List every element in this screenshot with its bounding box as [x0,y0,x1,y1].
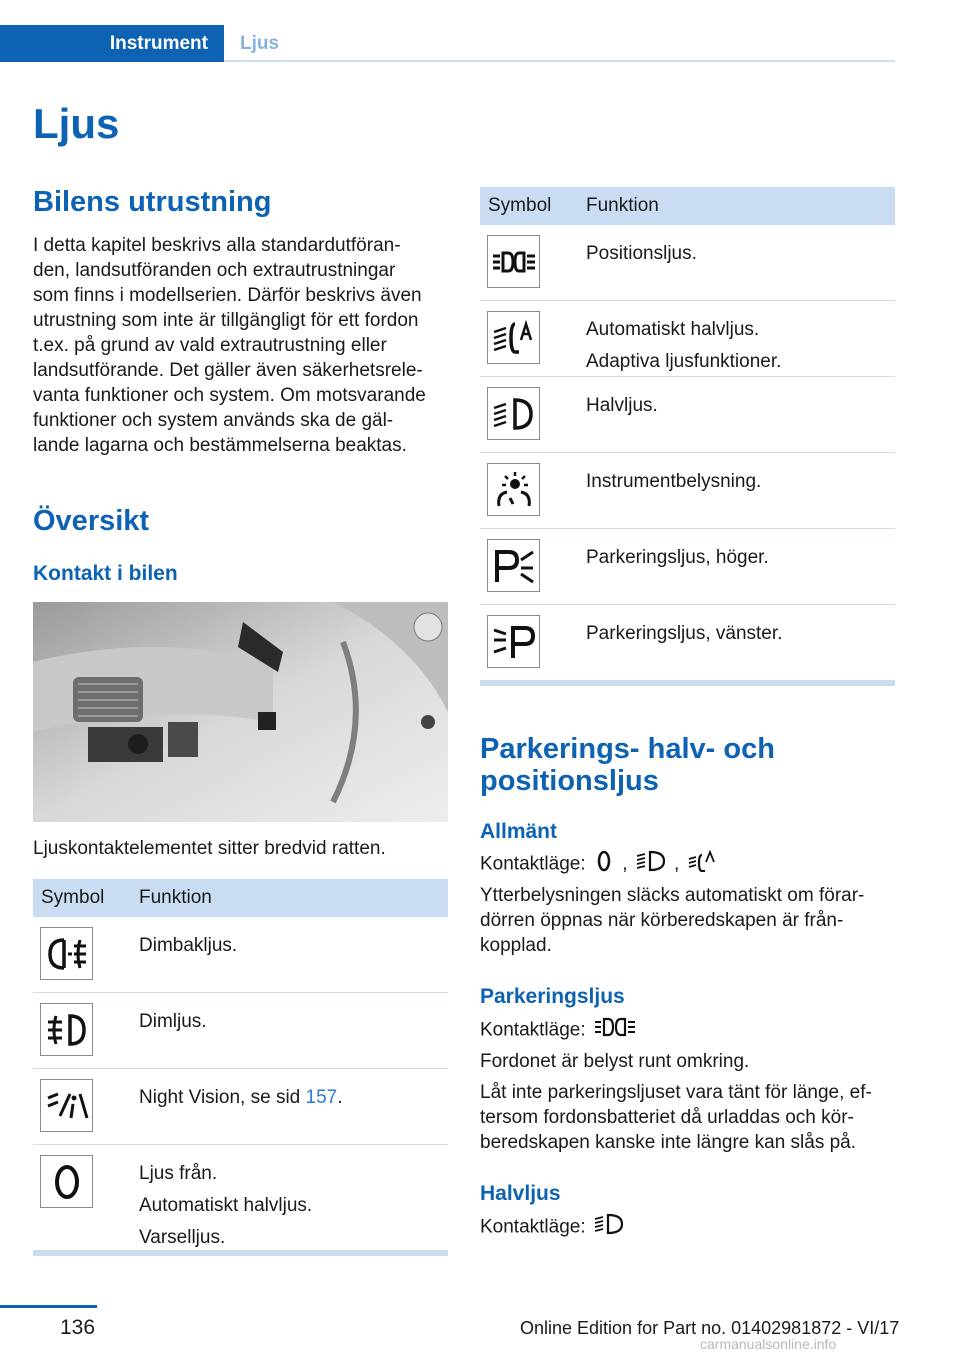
fn-line [139,1082,343,1114]
table-bottom-rule [480,681,895,686]
fn-line: Automatiskt halvljus. [586,319,760,340]
parking-light-icon [487,235,540,288]
photo-caption: Ljuskontaktelementet sitter bredvid ratten. [33,838,386,859]
fn-line: Instrumentbelysning. [586,471,762,492]
fn-line: Halvljus. [586,395,658,416]
lights-off-small-icon [594,850,614,879]
table-header [33,879,448,917]
night-vision-icon [40,1079,93,1132]
fn-line: Varselljus. [139,1227,226,1248]
table-row [480,301,895,377]
parking-light-heading: Parkeringsljus [480,985,625,1008]
night-vision-text: Night Vision, se sid [139,1087,306,1108]
parking-line: tersom fordonsbatteriet då urladdas och kör- [480,1107,854,1128]
col-function: Funktion [586,195,659,216]
table-header [480,187,895,225]
watermark: carmanualsonline.info [700,1336,837,1352]
overview-heading: Översikt [33,505,150,537]
fn-line: Parkeringsljus, höger. [586,547,769,568]
auto-low-beam-icon [487,311,540,364]
table-row [480,605,895,681]
switch-label: Kontaktläge: [480,1216,586,1238]
dashboard-photo [33,602,448,822]
rear-fog-light-icon [40,927,93,980]
general-switch-line [480,850,721,879]
overview-subheading: Kontakt i bilen [33,562,178,585]
equipment-paragraph [33,233,453,458]
equipment-line: I detta kapitel beskrivs alla standardutföran- [33,235,401,256]
equipment-line: t.ex. på grund av vald extrautrustning eller [33,335,387,356]
parking-paragraph [480,1080,900,1155]
parking-line: beredskapen kanske inte längre kan slås på. [480,1132,857,1153]
fn-line: Dimbakljus. [139,935,238,956]
footer-rule [0,1305,97,1308]
general-line: kopplad. [480,935,552,956]
table-row [480,453,895,529]
page-title: Ljus [33,100,120,147]
low-beam-switch-line [480,1213,627,1242]
symbol-table-left [33,879,448,1256]
equipment-line: som finns i modellserien. Därför beskrivs även [33,285,422,306]
general-line: dörren öppnas när körberedskapen är från- [480,910,844,931]
switch-separator: , [622,853,628,875]
tab-instrument[interactable]: Instrument [0,25,224,62]
fn-line: Positionsljus. [586,243,697,264]
low-beam-small-icon [636,850,666,879]
parking-section-heading [480,733,775,797]
parking-line: Låt inte parkeringsljuset vara tänt för länge, ef- [480,1082,872,1103]
parking-right-icon [487,539,540,592]
parking-para1: Fordonet är belyst runt omkring. [480,1051,750,1072]
edition-note: Online Edition for Part no. 01402981872 - VI/17 [520,1318,900,1338]
parking-left-icon [487,615,540,668]
general-line: Ytterbelysningen släcks automatiskt om förar- [480,885,865,906]
equipment-line: utrustning som inte är tillgängligt för ett fordon [33,310,419,331]
table-row [33,917,448,993]
night-vision-suffix: . [337,1087,343,1108]
equipment-line: lande lagarna och bestämmelserna beaktas. [33,435,407,456]
equipment-line: den, landsutföranden och extrautrustningar [33,260,396,281]
page-number: 136 [60,1316,96,1339]
fn-line: Parkeringsljus, vänster. [586,623,783,644]
table-row [480,225,895,301]
parking-light-small-icon [594,1016,640,1045]
switch-separator: , [674,853,680,875]
page-link-157[interactable]: 157 [305,1087,338,1108]
equipment-line: landsutförande. Det gäller även säkerhetsrele- [33,360,423,381]
equipment-line: funktioner och system används ska de gäl- [33,410,394,431]
parking-heading-line2: positionsljus [480,765,659,797]
equipment-line: vanta funktioner och system. Om motsvarande [33,385,426,406]
col-symbol: Symbol [41,887,105,908]
table-row [33,1145,448,1251]
tab-ljus[interactable]: Ljus [240,32,280,54]
low-beam-heading: Halvljus [480,1182,561,1205]
fn-line: Adaptiva ljusfunktioner. [586,351,782,372]
fn-line: Automatiskt halvljus. [139,1195,313,1216]
table-row [480,377,895,453]
front-fog-light-icon [40,1003,93,1056]
switch-label: Kontaktläge: [480,1019,586,1041]
symbol-table-right [480,187,895,686]
table-row [33,993,448,1069]
lights-off-icon [40,1155,93,1208]
general-paragraph [480,883,900,958]
general-heading: Allmänt [480,820,558,843]
low-beam-icon [487,387,540,440]
fn-line: Dimljus. [139,1011,207,1032]
low-beam-small-icon [594,1213,624,1242]
equipment-heading: Bilens utrustning [33,186,272,218]
parking-switch-line [480,1016,643,1045]
col-function: Funktion [139,887,212,908]
parking-heading-line1: Parkerings- halv- och [480,733,775,765]
instrument-lighting-icon [487,463,540,516]
table-row [480,529,895,605]
col-symbol: Symbol [488,195,552,216]
fn-line: Ljus från. [139,1163,218,1184]
auto-low-beam-small-icon [688,850,718,879]
table-row [33,1069,448,1145]
switch-label: Kontaktläge: [480,853,586,875]
